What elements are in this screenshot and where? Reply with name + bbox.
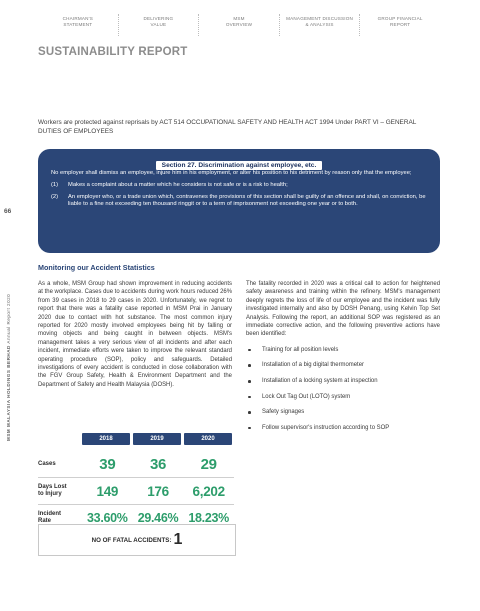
nav-group-financial-report[interactable]: GROUP FINANCIAL REPORT [377,16,423,27]
stat-value: 29.46% [137,511,179,525]
year-header-row [82,433,232,445]
clause-number: (1) [51,181,59,188]
fatal-accidents-box [38,524,236,556]
stat-value: 33.60% [87,511,128,525]
rail-report: Annual Report 2020 [6,293,11,344]
list-item: Installation of a locking system at inspection [246,377,440,385]
table-row [38,478,234,505]
section-title: SUSTAINABILITY REPORT [38,46,188,58]
list-item: Training for all position levels [246,346,440,354]
preventive-actions-list [246,346,440,432]
clause-item [51,194,429,210]
year-header: 2019 [133,433,181,445]
stat-value: 39 [99,455,116,473]
fatal-accidents-value: 1 [173,531,183,548]
clause-number: (2) [51,193,59,200]
clause-text: Makes a complaint about a matter which he considers is not safe or is a risk to health; [68,181,288,188]
row-label: Days Lost to Injury [38,484,67,497]
year-header: 2020 [184,433,232,445]
clause-text: An employer who, or a trade union which, contravenes the provisions of this section shall be guilty of an offence and shall, on conviction, be liable to a fine not exceeding ten thousand ringgit or to a term of imprisonment not exceeding one year or to both. [68,193,426,208]
intro-paragraph: Workers are protected against reprisals by ACT 514 OCCUPATIONAL SAFETY AND HEALTH ACT 1994 Under PART VI – GENERAL DUTIES OF EMPLOYEES [38,119,417,135]
panel-heading: Section 27. Discrimination against employee, etc. [156,161,323,170]
rail-company: MSM MALAYSIA HOLDINGS BERHAD [6,345,11,441]
stat-value: 6,202 [192,483,225,499]
year-header: 2018 [82,433,130,445]
stat-value: 36 [149,455,167,473]
monitoring-left-text: As a whole, MSM Group had shown improvement in reducing accidents at the workplace. Cases due to accidents during work hours reduced 26% from 39 cases in 2018 to 29 cases in 2020. Unfortunately, we regret to report that there was a fatality case reported in MSM Prai in January 2020 due to contact with hot substance. The most common injury reported for 2020 mostly involved employees being hit by falling or moving objects and being caught in between objects. MSM's management takes a very serious view of all incidents and after each incident, immediate efforts were taken to improve the relevant standard operating procedure (SOP), policy and safeguards. Detailed investigations of every accident is conducted in close collaboration with the FGV Group Safety, Health & Environment Department and the Department of Safety and Health Malaysia (DOSH). [38,281,232,388]
stat-value: 29 [200,455,217,473]
list-item: Safety signages [246,408,440,416]
stat-value: 176 [147,483,169,499]
list-item: Installation of a big digital thermometer [246,361,440,369]
panel-lead-text: No employer shall dismiss an employee, injure him in his employment, or alter his position to his detriment by reason only that the employee; [51,170,412,176]
fatal-accidents-label: NO OF FATAL ACCIDENTS: [91,536,172,544]
monitoring-right-column [246,280,440,439]
legislation-panel [38,149,440,253]
row-label: Incident Rate [38,511,62,524]
monitoring-heading: Monitoring our Accident Statistics [38,263,155,272]
page-number: 66 [4,208,12,215]
clause-item [51,182,429,190]
nav-management-discussion[interactable]: MANAGEMENT DISCUSSION & ANALYSIS [280,14,361,36]
row-label: Cases [38,460,56,467]
nav-delivering-value[interactable]: DELIVERING VALUE [119,14,200,36]
table-row [38,451,234,478]
top-navigation [38,14,440,36]
nav-chairmans-statement[interactable]: CHAIRMAN'S STATEMENT [38,14,119,36]
list-item: Follow supervisor's instruction according to SOP [246,424,440,432]
nav-msm-overview[interactable]: MSM OVERVIEW [199,14,280,36]
stat-value: 18.23% [188,511,229,525]
side-rail [6,81,11,441]
stat-value: 149 [96,483,119,499]
monitoring-right-text: The fatality recorded in 2020 was a critical call to action for heightened safety awareness and training within the refinery. MSM's management deeply regrets the loss of life of our employee and the incident was fully investigated internally and also by DOSH Penang, using Kelvin Top Set Analysis. Following the report, an additional SOP was registered as an immediate corrective action, and the following preventive actions have been identified: [246,281,440,338]
list-item: Lock Out Tag Out (LOTO) system [246,393,440,401]
